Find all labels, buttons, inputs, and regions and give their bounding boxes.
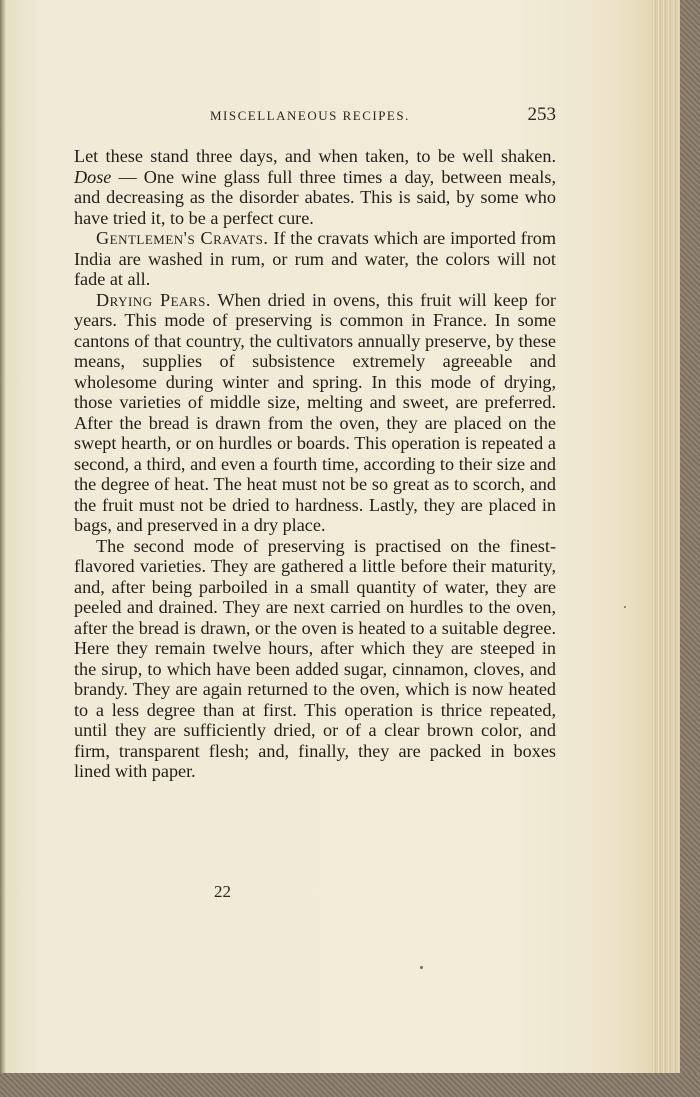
page-edges [652, 0, 680, 1073]
paragraph-text: If the cravats which are imported from India are washed in rum, or rum and water, the colors will not fade at all. [74, 228, 557, 289]
book-cover-right [680, 0, 700, 1097]
paper-speck [420, 966, 423, 969]
paragraph-text: When dried in ovens, this fruit will keep for years. This mode of preserving is common in France. In some cantons of that country, the cultivators annually preserve, by these means, supplies of subsistence extremely agreeable and wholesome during winter and spring. In this mode of drying, those varieties of middle size, melting and sweet, are preferred. After the bread is drawn from the oven, they are placed on the swept hearth, or on hurdles or boards. This operation is repeated a second, a third, and even a fourth time, according to their size and the degree of heat. The heat must not be so great as to scorch, and the fruit must not be dried to hardness. Lastly, they are placed in bags, and preserved in a dry place. [74, 289, 556, 535]
book-cover-bottom [0, 1073, 700, 1097]
paragraph-second-mode [74, 536, 556, 782]
body-text [74, 146, 556, 782]
gutter-shadow [0, 0, 6, 1073]
section-heading-cravats: Gentlemen's Cravats. [96, 228, 269, 248]
paragraph-text: Let these stand three days, and when taken, to be well shaken. [74, 146, 556, 166]
running-head: MISCELLANEOUS RECIPES. [210, 108, 410, 123]
paragraph-drying-pears [74, 290, 556, 536]
paragraph-dose [74, 146, 556, 228]
page-header [74, 104, 556, 130]
paragraph-text: The second mode of preserving is practised on the finest-flavored varieties. They are gathered a little before their maturity, and, after being parboiled in a small quantity of water, they are peeled and drained. They are next carried on hurdles to the oven, after the bread is drawn, or the oven is heated to a suitable degree. Here they remain twelve hours, after which they are steeped in the sirup, to which have been added sugar, cinnamon, cloves, and brandy. They are again returned to the oven, which is now heated to a less degree than at first. This operation is thrice repeated, until they are sufficiently dried, or of a clear brown color, and firm, transparent flesh; and, finally, they are packed in boxes lined with paper. [74, 535, 556, 781]
paragraph-text: — One wine glass full three times a day, between meals, and decreasing as the disorder abates. This is said, by some who have tried it, to be a perfect cure. [74, 166, 556, 228]
signature-mark: 22 [214, 882, 231, 901]
page-number: 253 [527, 104, 556, 125]
paper-speck [624, 606, 626, 608]
paragraph-cravats [74, 228, 556, 290]
dose-label: Dose [74, 166, 112, 187]
section-heading-drying-pears: Drying Pears. [96, 289, 211, 310]
